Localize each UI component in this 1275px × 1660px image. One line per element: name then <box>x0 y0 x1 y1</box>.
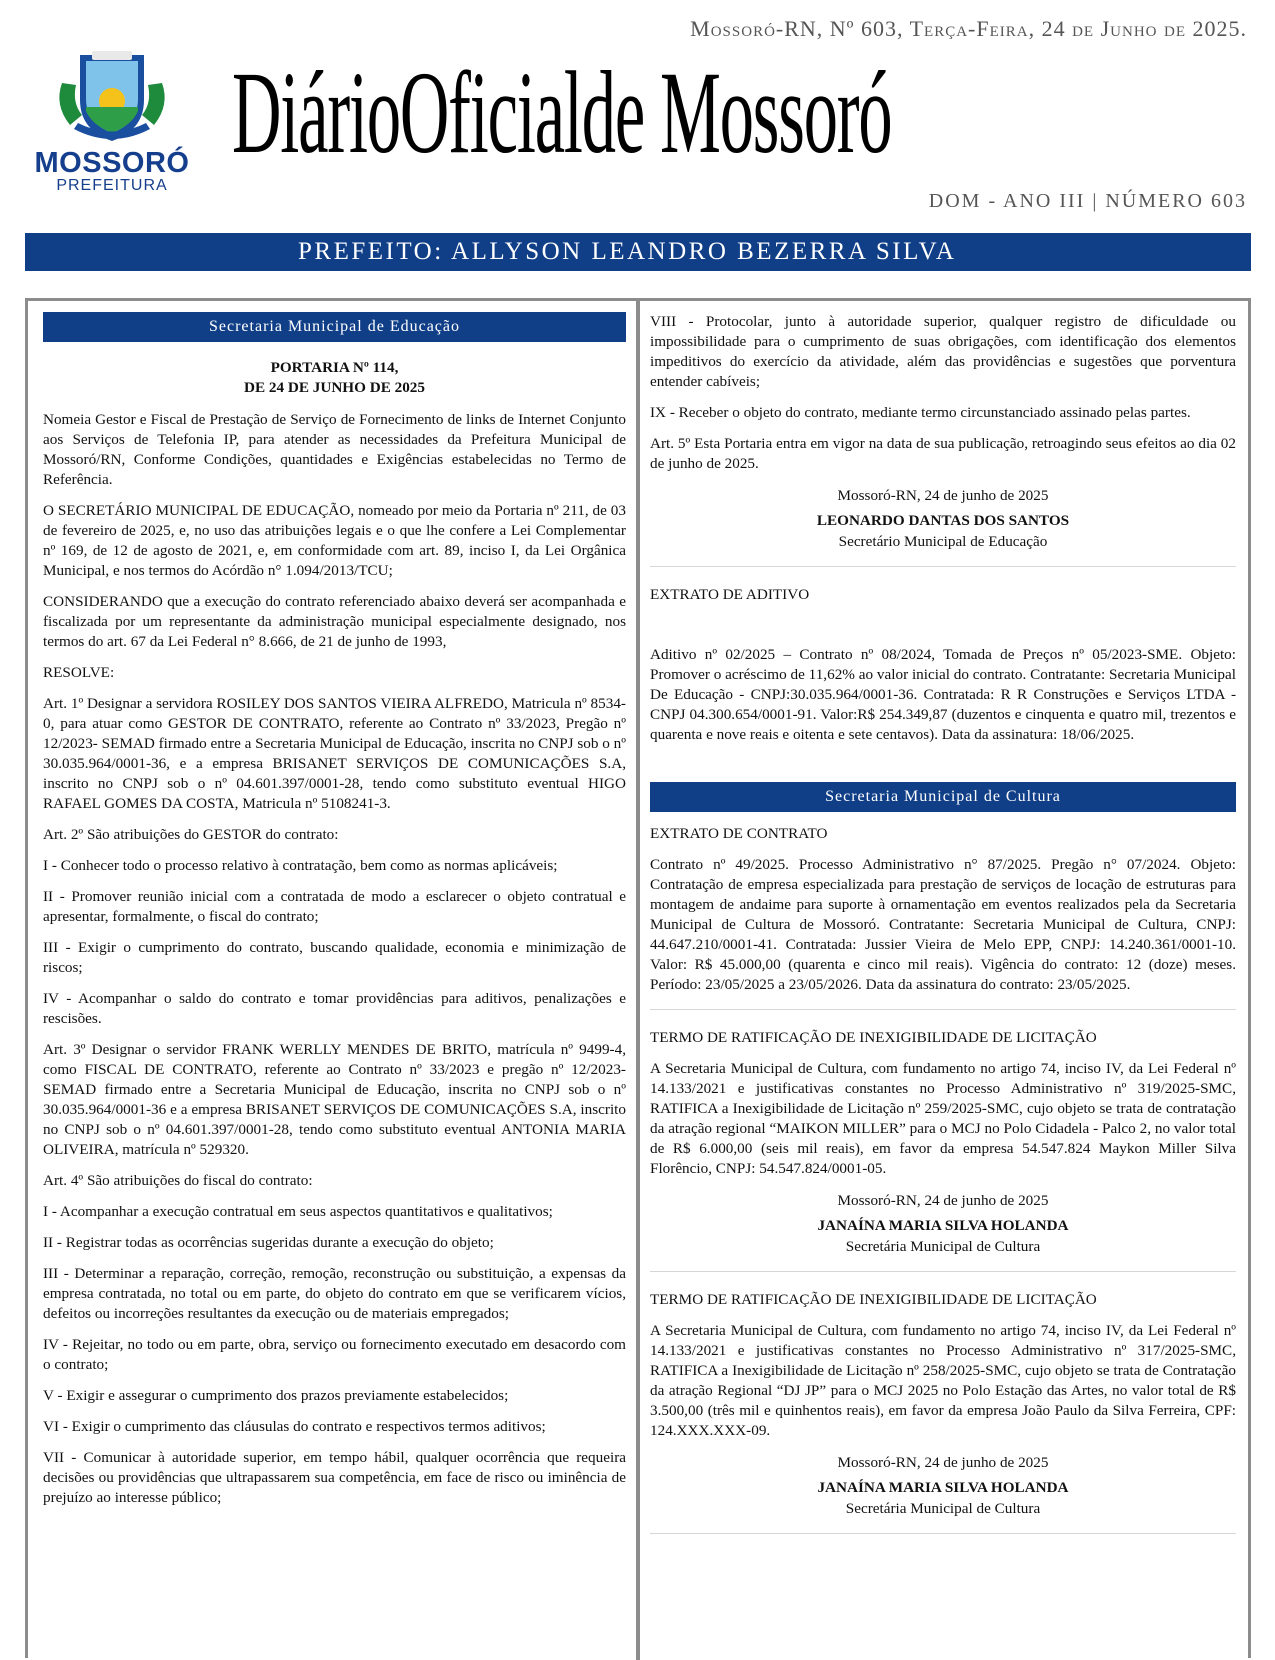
signature-name: JANAÍNA MARIA SILVA HOLANDA <box>817 1217 1069 1234</box>
city-crest-icon <box>52 45 172 145</box>
paragraph: VIII - Protocolar, junto à autoridade superior, qualquer registro de dificuldade ou impossibilidade para o cumprimento de suas obrigações, com identificação dos elementos impeditivos do exercício da atividade, além das providências e sugestões que porventura entender cabíveis; <box>650 313 1236 390</box>
logo-wordmark: MOSSORÓ <box>34 147 190 179</box>
edition-date-line: Mossoró-RN, Nº 603, Terça-Feira, 24 de Junho de 2025. <box>690 16 1247 41</box>
prefeitura-logo <box>22 45 202 210</box>
paragraph: Art. 1º Designar a servidora ROSILEY DOS SANTOS VIEIRA ALFREDO, Matricula nº 8534-0, para atuar como GESTOR DE CONTRATO, referente ao Contrato nº 33/2023, Pregão nº 12/2023- SEMAD firmado entre a Secretaria Municipal de Educação, inscrita no CNPJ sob o nº 30.035.964/0001-36, e a empresa BRISANET SERVIÇOS DE COMUNICAÇÕES S.A, inscrito no CNPJ sob o nº 04.601.397/0001-28, tendo como substituto eventual HIGO RAFAEL GOMES DA COSTA, Matricula nº 5108241-3. <box>43 695 626 812</box>
paragraph: II - Registrar todas as ocorrências sugeridas durante a execução do objeto; <box>43 1234 494 1251</box>
paragraph: Art. 3º Designar o servidor FRANK WERLLY MENDES DE BRITO, matrícula nº 9499-4, como FISCAL DE CONTRATO, referente ao Contrato nº 33/2023 e pregão nº 12/2023- SEMAD firmado entre a Secretaria Municipal de Educação, inscrita no CNPJ sob o nº 30.035.964/0001-36 e a empresa BRISANET SERVIÇOS DE COMUNICAÇÕES S.A, inscrito no CNPJ sob o nº 04.601.397/0001-28, tendo como substituto eventual ANTONIA MARIA OLIVEIRA, matrícula nº 529320. <box>43 1041 626 1158</box>
right-column <box>650 312 1236 1552</box>
signature-block <box>650 1452 1236 1519</box>
signature-name: LEONARDO DANTAS DOS SANTOS <box>816 512 1070 529</box>
paragraph: V - Exigir e assegurar o cumprimento dos prazos previamente estabelecidos; <box>43 1387 509 1404</box>
separator <box>650 1009 1236 1010</box>
signature-block <box>650 1190 1236 1257</box>
paragraph: III - Determinar a reparação, correção, remoção, reconstrução ou substituição, a expensas da empresa contratada, no total ou em parte, do objeto do contrato em que se verificarem vícios, defeitos ou incorreções resultantes da execução ou de materiais empregados; <box>43 1265 626 1322</box>
paragraph: II - Promover reunião inicial com a contratada de modo a esclarecer o objeto contratual e apresentar, formalmente, o fiscal do contrato; <box>43 888 626 925</box>
paragraph: IV - Acompanhar o saldo do contrato e tomar providências para aditivos, penalizações e rescisões. <box>43 990 626 1027</box>
section-header-cultura: Secretaria Municipal de Cultura <box>650 782 1236 812</box>
signature-date: Mossoró-RN, 24 de junho de 2025 <box>837 487 1049 504</box>
paragraph: Contrato nº 49/2025. Processo Administrativo n° 87/2025. Pregão n° 07/2024. Objeto: Contratação de empresa especializada para prestação de serviços de locação de estruturas para montagem de andaime para suporte à ornamentação em eventos realizados pela da Secretaria Municipal de Cultura de Mossoró. Contratante: Secretaria Municipal de Cultura, CNPJ: 44.647.210/0001-41. Contratada: Jussier Vieira de Melo EPP, CNPJ: 14.240.361/0001-10. Valor: R$ 45.000,00 (quarenta e cinco mil reais). Vigência do contrato: 12 (doze) meses. Período: 23/05/2025 a 23/05/2026. Data da assinatura do contrato: 23/05/2025. <box>650 856 1236 993</box>
portaria-date: DE 24 DE JUNHO DE 2025 <box>244 379 425 396</box>
masthead-text: DiárioOficialde Mossoró <box>232 47 892 178</box>
paragraph: Nomeia Gestor e Fiscal de Prestação de Serviço de Fornecimento de links de Internet Conjunto aos Serviços de Telefonia IP, para atender as necessidades da Prefeitura Municipal de Mossoró/RN, Conforme Condições, quantidades e Exigências estabelecidas no Termo de Referência. <box>43 411 626 488</box>
signature-name: JANAÍNA MARIA SILVA HOLANDA <box>817 1479 1069 1496</box>
edition-number-line: DOM - ANO III | NÚMERO 603 <box>928 190 1247 212</box>
termo-heading: TERMO DE RATIFICAÇÃO DE INEXIGIBILIDADE DE LICITAÇÃO <box>650 1029 1097 1046</box>
paragraph: CONSIDERANDO que a execução do contrato referenciado abaixo deverá ser acompanhada e fiscalizada por um representante da administração municipal especialmente designado, nos termos do art. 67 da Lei Federal n° 8.666, de 21 de junho de 1993, <box>43 593 626 650</box>
mayor-banner: PREFEITO: ALLYSON LEANDRO BEZERRA SILVA <box>25 233 1251 271</box>
signature-role: Secretária Municipal de Cultura <box>845 1238 1041 1255</box>
signature-block <box>650 485 1236 552</box>
paragraph: VI - Exigir o cumprimento das cláusulas do contrato e respectivos termos aditivos; <box>43 1418 546 1435</box>
paragraph: I - Conhecer todo o processo relativo à contratação, bem como as normas aplicáveis; <box>43 857 558 874</box>
portaria-number: PORTARIA Nº 114, <box>270 359 399 376</box>
separator <box>650 1533 1236 1534</box>
separator <box>650 1271 1236 1272</box>
contrato-heading: EXTRATO DE CONTRATO <box>650 825 828 842</box>
paragraph: Art. 5º Esta Portaria entra em vigor na data de sua publicação, retroagindo seus efeitos ao dia 02 de junho de 2025. <box>650 435 1236 472</box>
signature-role: Secretária Municipal de Cultura <box>845 1500 1041 1517</box>
paragraph: IV - Rejeitar, no todo ou em parte, obra, serviço ou fornecimento executado em desacordo com o contrato; <box>43 1336 626 1373</box>
paragraph: Art. 2º São atribuições do GESTOR do contrato: <box>43 826 339 843</box>
masthead-title <box>232 40 1252 185</box>
column-divider <box>636 300 640 1660</box>
signature-date: Mossoró-RN, 24 de junho de 2025 <box>837 1192 1049 1209</box>
logo-subtitle: PREFEITURA <box>56 177 168 194</box>
portaria-title <box>43 358 626 398</box>
paragraph: IX - Receber o objeto do contrato, mediante termo circunstanciado assinado pelas partes. <box>650 404 1191 421</box>
separator <box>650 566 1236 567</box>
paragraph: I - Acompanhar a execução contratual em seus aspectos quantitativos e qualitativos; <box>43 1203 553 1220</box>
left-column <box>43 312 626 1519</box>
paragraph: Art. 4º São atribuições do fiscal do contrato: <box>43 1172 313 1189</box>
aditivo-heading: EXTRATO DE ADITIVO <box>650 586 810 603</box>
paragraph: A Secretaria Municipal de Cultura, com fundamento no artigo 74, inciso IV, da Lei Federal nº 14.133/2021 e justificativas constantes no Processo Administrativo nº 319/2025-SMC, RATIFICA a Inexigibilidade de Licitação nº 259/2025-SMC, cujo objeto se trata de contratação da atração regional “MAIKON MILLER” para o MCJ no Polo Cidadela - Palco 2, no valor total de R$ 6.000,00 (seis mil reais), em favor da empresa 54.547.824 Maykon Miller Silva Florêncio, CNPJ: 54.547.824/0001-05. <box>650 1060 1236 1177</box>
paragraph: Aditivo nº 02/2025 – Contrato nº 08/2024, Tomada de Preços nº 05/2023-SME. Objeto: Promover o acréscimo de 11,62% ao valor inicial do contrato. Contratante: Secretaria Municipal De Educação - CNPJ:30.035.964/0001-36. Contratada: R R Construções e Serviços LTDA - CNPJ 04.300.654/0001-91. Valor:R$ 254.349,87 (duzentos e cinquenta e quatro mil, trezentos e quarenta e nove reais e oitenta e sete centavos). Data da assinatura: 18/06/2025. <box>650 646 1236 743</box>
signature-date: Mossoró-RN, 24 de junho de 2025 <box>837 1454 1049 1471</box>
termo-heading: TERMO DE RATIFICAÇÃO DE INEXIGIBILIDADE DE LICITAÇÃO <box>650 1291 1097 1308</box>
paragraph: RESOLVE: <box>43 664 115 681</box>
paragraph: III - Exigir o cumprimento do contrato, buscando qualidade, economia e minimização de riscos; <box>43 939 626 976</box>
signature-role: Secretário Municipal de Educação <box>838 533 1048 550</box>
paragraph: O SECRETÁRIO MUNICIPAL DE EDUCAÇÃO, nomeado por meio da Portaria nº 211, de 03 de fevereiro de 2025, e, no uso das atribuições legais e o que lhe confere a Lei Complementar nº 169, de 12 de agosto de 2021, e, em conformidade com art. 89, inciso I, da Lei Orgânica Municipal, e nos termos do Acórdão n° 1.094/2013/TCU; <box>43 502 626 579</box>
paragraph: A Secretaria Municipal de Cultura, com fundamento no artigo 74, inciso IV, da Lei Federal nº 14.133/2021 e justificativas constantes no Processo Administrativo nº 317/2025-SMC, RATIFICA a Inexigibilidade de Licitação nº 258/2025-SMC, cujo objeto se trata de Contratação da atração Regional “DJ JP” para o MCJ 2025 no Polo Estação das Artes, no valor total de R$ 3.500,00 (três mil e quinhentos reais), em favor da empresa João Paulo da Silva Ferreira, CPF: 124.XXX.XXX-09. <box>650 1322 1236 1439</box>
paragraph: VII - Comunicar à autoridade superior, em tempo hábil, qualquer ocorrência que requeira decisões ou providências que ultrapassarem sua competência, em face de risco ou iminência de prejuízo ao interesse público; <box>43 1449 626 1506</box>
section-header-educacao: Secretaria Municipal de Educação <box>43 312 626 342</box>
